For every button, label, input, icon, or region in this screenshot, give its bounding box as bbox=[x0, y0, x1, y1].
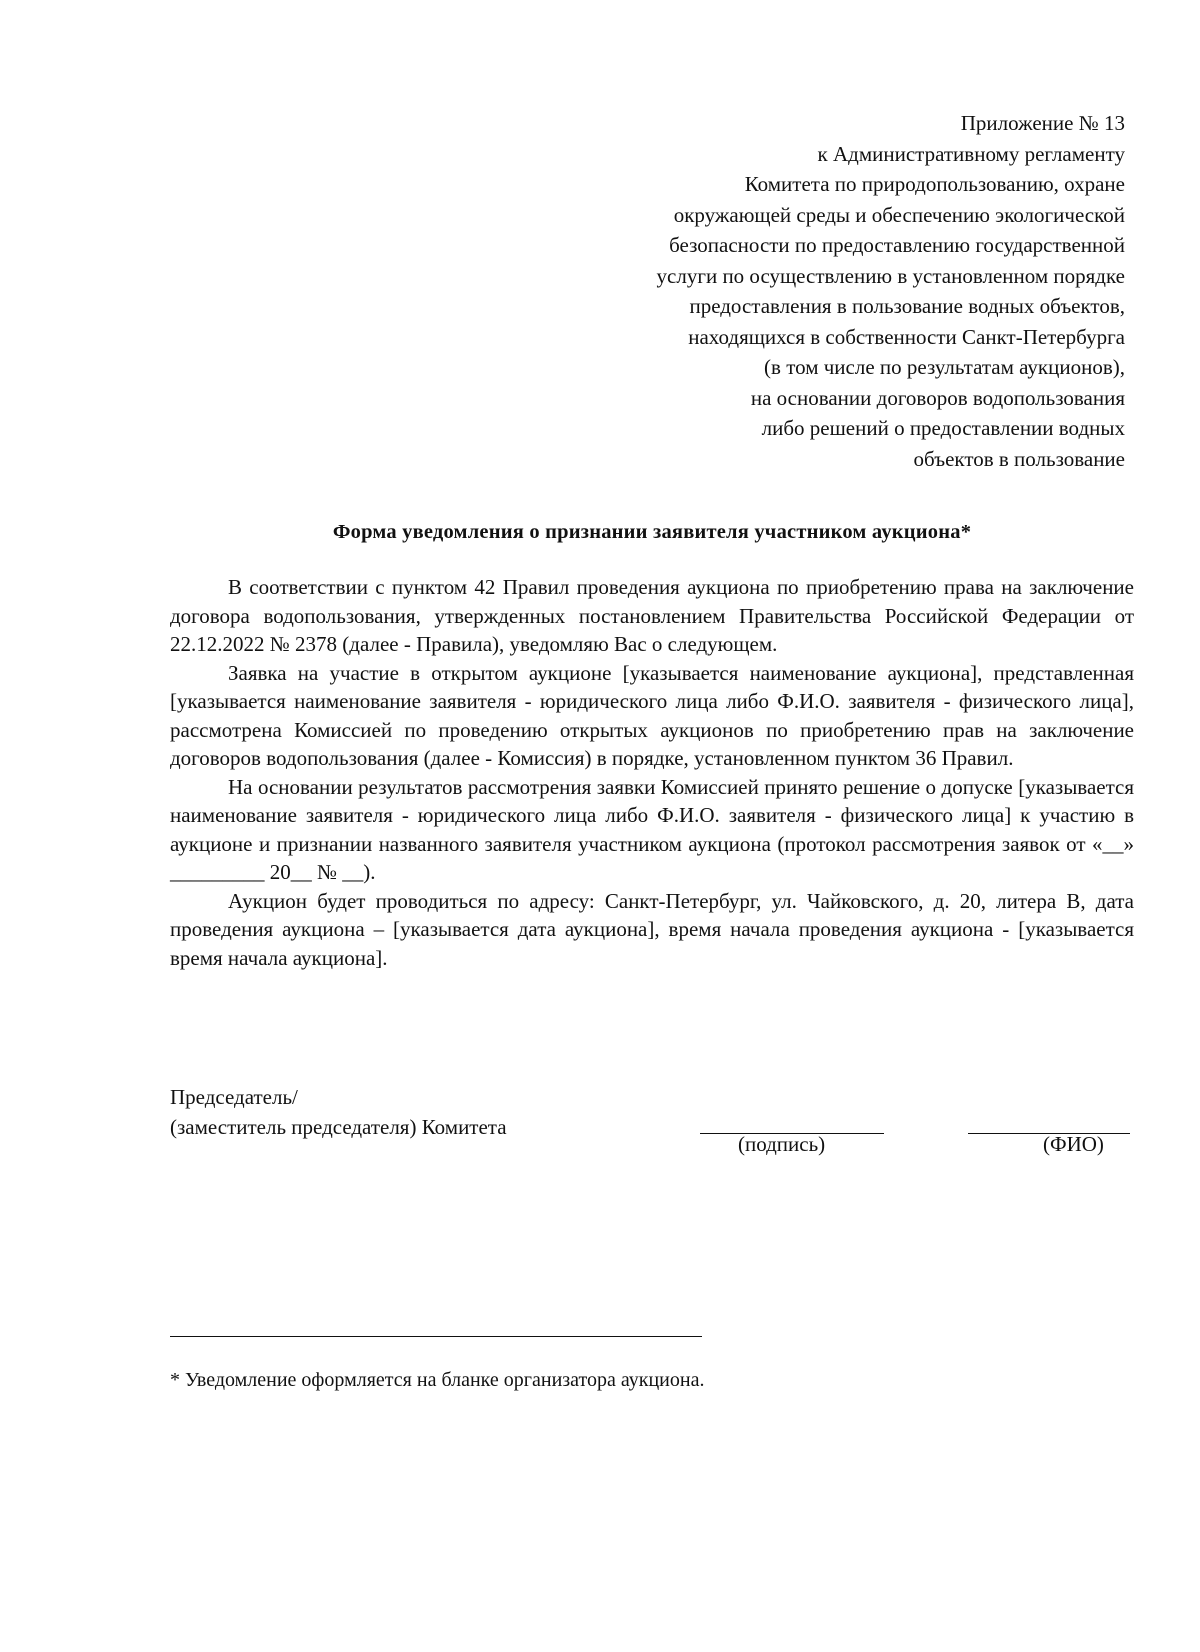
header-line: на основании договоров водопользования bbox=[750, 385, 1125, 410]
header-line: услуги по осуществлению в установленном порядке bbox=[656, 263, 1125, 288]
fio-caption: (ФИО) bbox=[1043, 1132, 1104, 1156]
header-line: находящихся в собственности Санкт-Петербурга bbox=[688, 324, 1125, 349]
body-paragraph: На основании результатов рассмотрения заявки Комиссией принято решение о допуске [указывается наименование заявителя - юридического лица либо Ф.И.О. заявителя - физического лица] к участию в аукционе и признании названного заявителя участником аукциона (протокол рассмотрения заявок от «__» _________ 20__ № __). bbox=[170, 774, 1134, 884]
header-line: предоставления в пользование водных объектов, bbox=[689, 294, 1125, 318]
header-line: безопасности по предоставлению государственной bbox=[669, 233, 1125, 257]
document-body bbox=[170, 573, 1134, 972]
appendix-header bbox=[485, 108, 1125, 474]
header-line: Комитета по природопользованию, охране bbox=[744, 172, 1125, 196]
body-paragraph: В соответствии с пунктом 42 Правил проведения аукциона по приобретению права на заключение договора водопользования, утвержденных постановлением Правительства Российской Федерации от 22.12.2022 № 2378 (далее - Правила), уведомляю Вас о следующем. bbox=[170, 575, 1134, 656]
signatory-block bbox=[170, 1082, 507, 1142]
signatory-title-line2: (заместитель председателя) Комитета bbox=[170, 1115, 507, 1139]
header-line: Приложение № 13 bbox=[960, 111, 1125, 135]
header-line: окружающей среды и обеспечению экологической bbox=[673, 202, 1125, 227]
document-title: Форма уведомления о признании заявителя участником аукциона* bbox=[332, 521, 972, 543]
footnote: * Уведомление оформляется на бланке организатора аукциона. bbox=[170, 1369, 705, 1391]
footnote-separator bbox=[170, 1336, 702, 1337]
header-line: либо решений о предоставлении водных bbox=[761, 416, 1125, 440]
signature-caption: (подпись) bbox=[738, 1132, 826, 1156]
body-paragraph: Аукцион будет проводиться по адресу: Санкт-Петербург, ул. Чайковского, д. 20, литера В, дата проведения аукциона – [указывается дата аукциона], время начала проведения аукциона - [указывается время начала аукциона]. bbox=[170, 888, 1134, 970]
header-line: (в том числе по результатам аукционов), bbox=[764, 355, 1125, 379]
signatory-title-line1: Председатель/ bbox=[170, 1085, 298, 1109]
body-paragraph: Заявка на участие в открытом аукционе [указывается наименование аукциона], представленная [указывается наименование заявителя - юридического лица либо Ф.И.О. заявителя - физического лица], рассмотрена Комиссией по проведению открытых аукционов по приобретению прав на заключение договоров водопользования (далее - Комиссия) в порядке, установленном пунктом 36 Правил. bbox=[170, 660, 1134, 770]
header-line: к Административному регламенту bbox=[817, 141, 1125, 166]
header-line: объектов в пользование bbox=[913, 446, 1125, 471]
